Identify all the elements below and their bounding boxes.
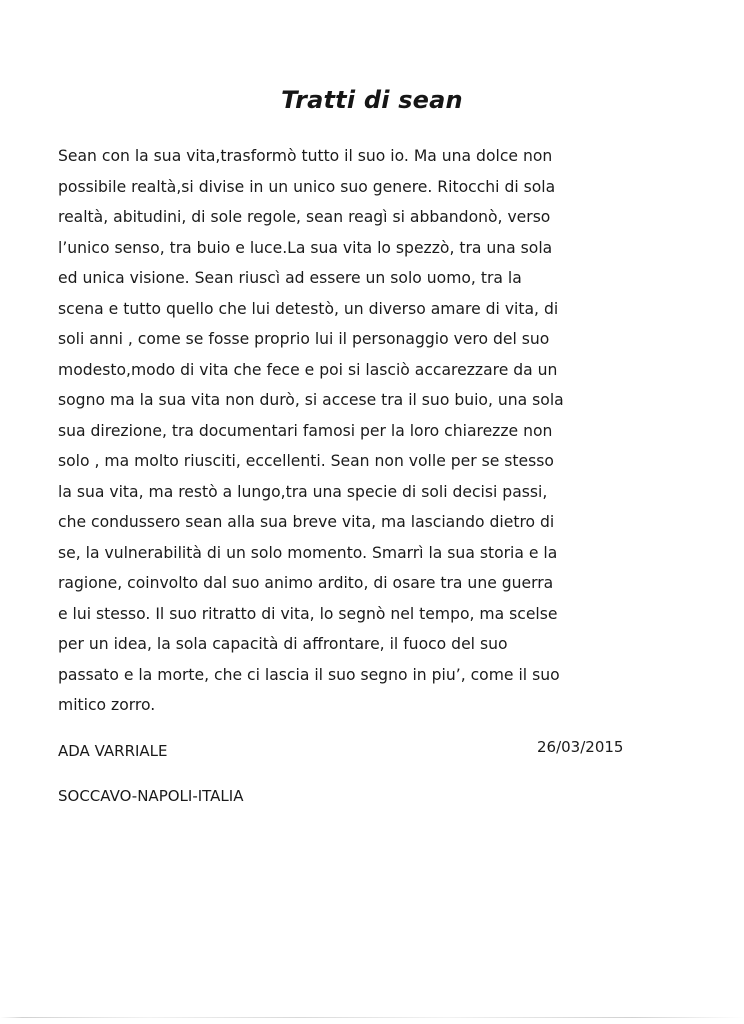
- text-line: se, la vulnerabilità di un solo momento. Smarrì la sua storia e la: [58, 543, 558, 562]
- text-line: e lui stesso. Il suo ritratto di vita, lo segnò nel tempo, ma scelse: [58, 604, 558, 623]
- author-place: SOCCAVO-NAPOLI-ITALIA: [58, 787, 244, 805]
- document-title: Tratti di sean: [281, 86, 463, 114]
- text-line: la sua vita, ma restò a lungo,tra una specie di soli decisi passi,: [58, 482, 548, 501]
- text-line: passato e la morte, che ci lascia il suo segno in piu’, come il suo: [58, 665, 560, 684]
- author-name: ADA VARRIALE: [58, 742, 168, 760]
- text-line: per un idea, la sola capacità di affrontare, il fuoco del suo: [58, 635, 508, 653]
- text-line: realtà, abitudini, di sole regole, sean reagì si abbandonò, verso: [58, 208, 551, 226]
- text-line: sua direzione, tra documentari famosi per la loro chiarezze non: [58, 421, 553, 440]
- text-line: Sean con la sua vita,trasformò tutto il suo io. Ma una dolce non: [58, 147, 553, 165]
- text-line: solo , ma molto riusciti, eccellenti. Sean non volle per se stesso: [58, 452, 554, 470]
- text-line: scena e tutto quello che lui detestò, un diverso amare di vita, di: [58, 299, 559, 318]
- text-line: modesto,modo di vita che fece e poi si lasciò accarezzare da un: [58, 360, 558, 379]
- text-line: l’unico senso, tra buio e luce.La sua vita lo spezzò, tra una sola: [58, 238, 553, 257]
- text-line: ed unica visione. Sean riuscì ad essere un solo uomo, tra la: [58, 269, 522, 287]
- text-line: mitico zorro.: [58, 696, 156, 714]
- text-line: sogno ma la sua vita non durò, si accese tra il suo buio, una sola: [58, 391, 564, 409]
- text-line: ragione, coinvolto dal suo animo ardito, di osare tra une guerra: [58, 574, 554, 592]
- scan-edge-line: [0, 1017, 744, 1018]
- text-line: soli anni , come se fosse proprio lui il personaggio vero del suo: [58, 330, 550, 348]
- text-line: possibile realtà,si divise in un unico suo genere. Ritocchi di sola: [58, 177, 556, 196]
- text-line: che condussero sean alla sua breve vita, ma lasciando dietro di: [58, 513, 555, 531]
- document-date: 26/03/2015: [537, 738, 624, 756]
- poem-body: [58, 141, 718, 721]
